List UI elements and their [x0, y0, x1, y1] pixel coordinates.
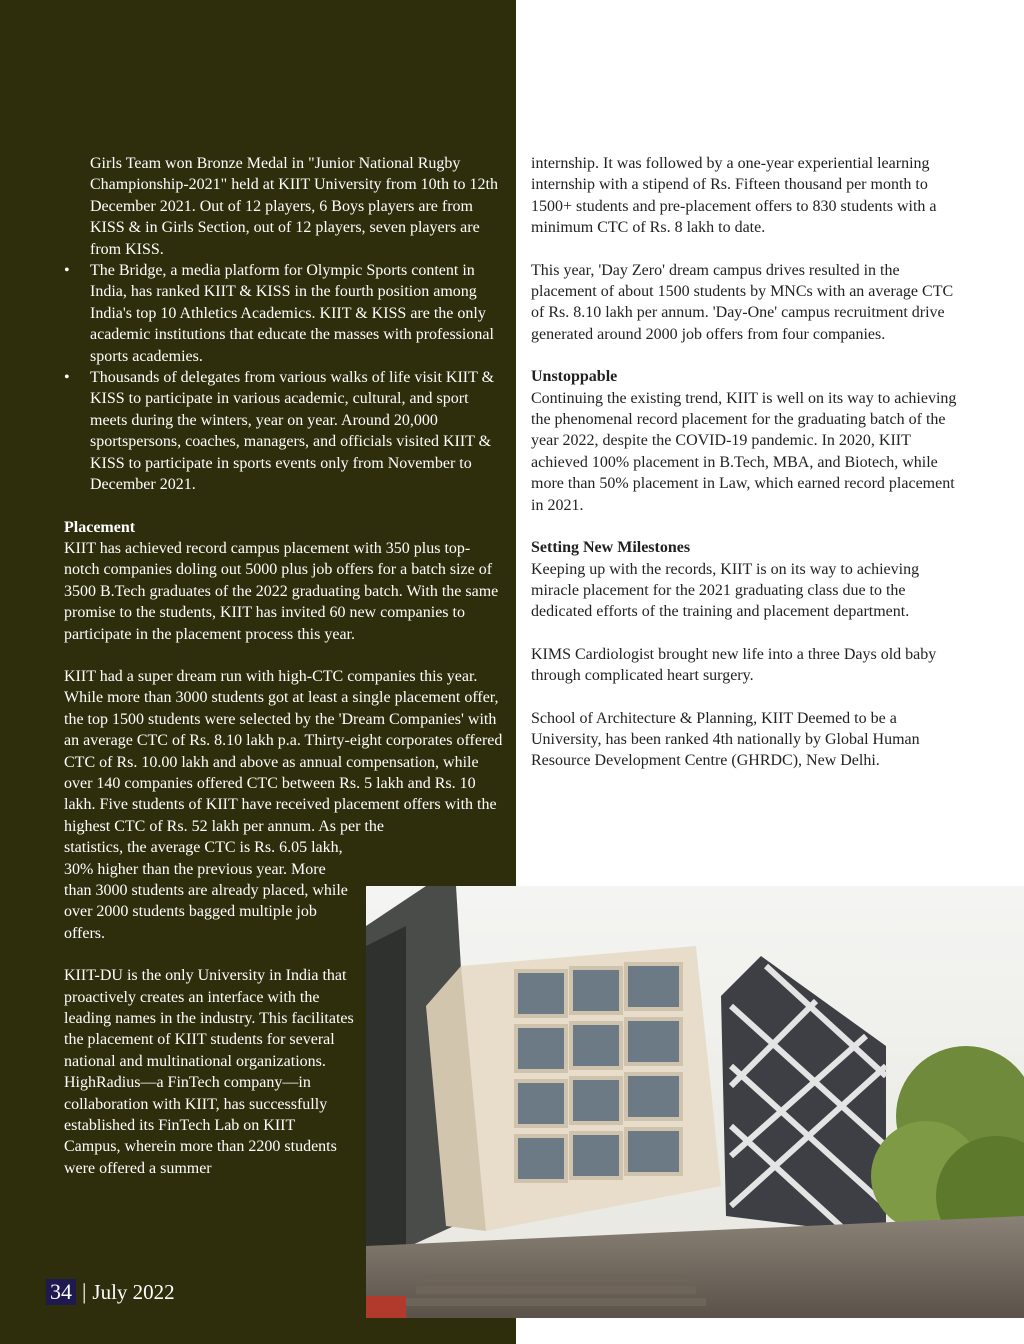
placement-paragraph-2-continued: statistics, the average CTC is Rs. 6.05 lakh, 30% higher than the previous year. More than 3000 students are already placed, while over 2000 students bagged multiple job offers. [64, 839, 348, 942]
placement-paragraph-2: KIIT had a super dream run with high-CTC companies this year. While more than 3000 students got at least a single placement offer, the top 1500 students were selected by the 'Dream Companies' with an average CTC of Rs. 8.10 lakh p.a. Thirty-eight corporates offered CTC of Rs. 10.00 lakh and above as annual compensation, while over 140 companies offered CTC between Rs. 5 lakh and Rs. 10 lakh. Five students of KIIT have received placement offers with the highest CTC of Rs. 52 lakh per annum. As per the [64, 667, 503, 835]
bullet-icon: • [64, 262, 70, 280]
unstoppable-heading: Unstoppable [531, 368, 618, 386]
footer-separator: | [82, 1279, 87, 1304]
bullet-text: Thousands of delegates from various walks of life visit KIIT & KISS to participate in various academic, cultural, and sport meets during the winters, year on year. Around 20,000 sportspersons, coaches, managers, and officials visited KIIT & KISS to participate in sports events only from November to December 2021. [90, 369, 495, 494]
intro-continuation: Girls Team won Bronze Medal in "Junior National Rugby Championship-2021" held at KIIT University from 10th to 12th December 2021. Out of 12 players, 6 Boys players are from KISS & in Girls Section, out of 12 players, seven players are from KISS. [90, 155, 498, 258]
placement-heading: Placement [64, 518, 136, 536]
bullet-text: The Bridge, a media platform for Olympic Sports content in India, has ranked KIIT & KISS in the fourth position among India's top 10 Athletics Academics. KIIT & KISS are the only academic institutions that educate the masses with professional sports academies. [90, 262, 494, 365]
milestones-heading: Setting New Milestones [531, 539, 691, 557]
right-column [531, 153, 961, 772]
bullet-list [64, 260, 504, 495]
issue-date: July 2022 [92, 1279, 175, 1304]
day-zero-paragraph: This year, 'Day Zero' dream campus drives resulted in the placement of about 1500 students by MNCs with an average CTC of Rs. 8.10 lakh per annum. 'Day-One' campus recruitment drive generated around 2000 job offers from four companies. [531, 261, 954, 343]
bullet-item [64, 260, 504, 367]
bullet-item [64, 367, 504, 495]
milestones-paragraph: Keeping up with the records, KIIT is on its way to achieving miracle placement for the 2021 graduating class due to the dedicated efforts of the training and placement department. [531, 560, 920, 621]
placement-paragraph-1: KIIT has achieved record campus placement with 350 plus top-notch companies doling out 5000 plus job offers for a batch size of 3500 B.Tech graduates of the 2022 graduating batch. With the same promise to the students, KIIT has invited 60 new companies to participate in the placement process this year. [64, 539, 499, 643]
page-number: 34 [46, 1279, 76, 1305]
placement-paragraph-3: KIIT-DU is the only University in India that proactively creates an interface with the leading names in the industry. This facilitates the placement of KIIT students for several national and multinational organizations. HighRadius—a FinTech company—in collaboration with KIIT, has successfully established its FinTech Lab on KIIT Campus, wherein more than 2200 students were offered a summer [64, 967, 354, 1177]
page-footer [46, 1278, 175, 1306]
architecture-paragraph: School of Architecture & Planning, KIIT Deemed to be a University, has been ranked 4th nationally by Global Human Resource Development Centre (GHRDC), New Delhi. [531, 709, 920, 770]
internship-paragraph: internship. It was followed by a one-year experiential learning internship with a stipend of Rs. Fifteen thousand per month to 1500+ students and pre-placement offers to 830 students with a minimum CTC of Rs. 8 lakh to date. [531, 155, 937, 237]
unstoppable-paragraph: Continuing the existing trend, KIIT is well on its way to achieving the phenomenal record placement for the graduating batch of the year 2022, despite the COVID-19 pandemic. In 2020, KIIT achieved 100% placement in B.Tech, MBA, and Biotech, while more than 50% placement in Law, which earned record placement in 2021. [531, 389, 957, 514]
kims-paragraph: KIMS Cardiologist brought new life into a three Days old baby through complicated heart surgery. [531, 645, 937, 685]
bullet-icon: • [64, 369, 70, 387]
campus-building-photo [366, 886, 1024, 1318]
